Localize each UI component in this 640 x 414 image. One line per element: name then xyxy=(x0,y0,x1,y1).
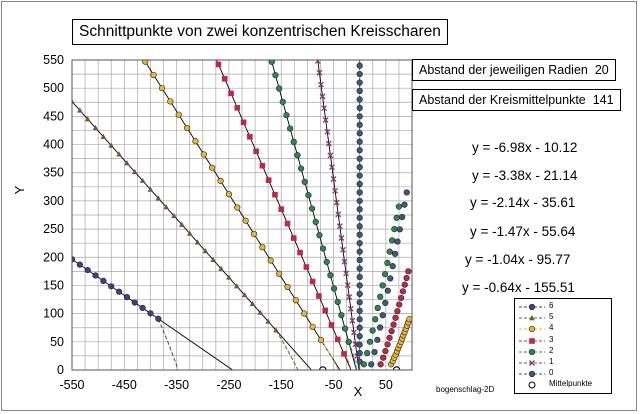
chart-legend xyxy=(514,298,612,394)
credit-label: bogenschlag-2D xyxy=(436,385,495,394)
series-0-point xyxy=(357,97,363,103)
series-0-point xyxy=(357,173,363,179)
mirror-series-1-point xyxy=(367,339,373,345)
series-2-point xyxy=(313,219,319,225)
mirror-series-2-point xyxy=(392,251,398,257)
mirror-series-2-point xyxy=(368,362,374,368)
y-tick-label: 250 xyxy=(43,222,64,237)
mirror-series-3-point xyxy=(398,295,404,301)
series-2-point xyxy=(298,166,304,172)
mirror-series-1-point xyxy=(396,204,402,210)
mirror-series-1-point xyxy=(364,350,370,356)
legend-label: Mittelpunkte xyxy=(549,379,593,389)
series-4-point xyxy=(285,284,291,290)
center-info-box xyxy=(412,89,621,111)
mirror-series-2-point xyxy=(372,349,378,355)
mirror-series-1-point xyxy=(372,316,378,322)
mirror-series-3-point xyxy=(389,328,395,334)
series-2-point xyxy=(320,246,326,252)
legend-entry-4 xyxy=(515,336,611,346)
legend-label: 4 xyxy=(549,323,554,333)
series-4-point xyxy=(301,311,307,317)
legend-label: 6 xyxy=(549,301,554,310)
series-3-point xyxy=(329,323,334,328)
legend-entry-5 xyxy=(515,347,611,357)
series-0-point xyxy=(357,257,363,263)
mirror-series-3-point xyxy=(387,335,393,341)
y-tick-label: 0 xyxy=(57,363,64,377)
legend-label: 5 xyxy=(549,312,554,322)
series-6-point xyxy=(156,316,162,322)
y-tick-label: 350 xyxy=(43,165,64,180)
legend-swatch xyxy=(517,358,547,368)
series-2-point xyxy=(346,339,352,345)
series-4-point xyxy=(234,205,240,211)
legend-swatch xyxy=(517,324,547,334)
series-0-point xyxy=(357,181,363,187)
series-2-point xyxy=(287,126,293,132)
series-3-point xyxy=(222,77,227,82)
series-4-point xyxy=(159,85,165,91)
series-4-point xyxy=(151,72,157,78)
series-0-point xyxy=(357,232,363,238)
radius-label: Abstand der jeweiligen Radien xyxy=(419,63,588,77)
series-3-point xyxy=(266,178,271,183)
series-0-point xyxy=(357,342,363,348)
series-4-point xyxy=(318,337,324,343)
x-tick-label: -550 xyxy=(59,378,85,392)
y-tick-label: 400 xyxy=(43,137,64,152)
series-0-point xyxy=(357,266,363,272)
series-6-point xyxy=(124,294,130,300)
legend-swatch xyxy=(517,313,547,323)
radius-info-box xyxy=(412,59,616,81)
series-2-point xyxy=(273,72,279,78)
mirror-series-2-point xyxy=(404,190,410,196)
series-6-point xyxy=(93,273,99,279)
series-0-point xyxy=(357,164,363,170)
legend-label: 2 xyxy=(549,345,554,355)
legend-marker xyxy=(529,304,535,310)
mirror-series-3-point xyxy=(396,302,402,308)
equation-2: y = -3.38x - 21.14 xyxy=(472,168,578,183)
series-2-point xyxy=(276,86,282,92)
series-6-tail xyxy=(158,319,178,370)
mirror-series-3-point xyxy=(393,315,399,321)
legend-label: 1 xyxy=(549,357,554,366)
mirror-series-1-point xyxy=(375,305,381,311)
x-tick-label: -250 xyxy=(216,378,242,392)
series-0-point xyxy=(357,274,363,280)
mirror-series-2-point xyxy=(402,202,408,208)
series-6-point xyxy=(85,267,91,273)
series-0-point xyxy=(357,300,363,306)
mirror-series-2-point xyxy=(380,312,386,318)
series-0-point xyxy=(357,198,363,204)
mirror-series-1-point xyxy=(370,328,376,334)
series-2-point xyxy=(335,299,341,305)
series-0-point xyxy=(357,147,363,153)
mirror-series-1-point xyxy=(380,283,386,289)
mirror-series-1-point xyxy=(387,249,393,255)
mirror-series-3-point xyxy=(406,269,412,275)
mirror-series-1-point xyxy=(392,226,398,232)
legend-marker xyxy=(529,327,535,333)
mirror-series-2-point xyxy=(387,276,393,282)
x-tick-label: -50 xyxy=(324,378,343,392)
mirror-series-3-point xyxy=(383,348,389,354)
series-6-point xyxy=(132,300,138,306)
series-2-point xyxy=(302,179,308,185)
series-6-point xyxy=(148,311,154,317)
center-label: Abstand der Kreismittelpunkte xyxy=(419,93,586,107)
series-4-point xyxy=(268,258,274,264)
series-0-point xyxy=(357,350,363,356)
mirror-series-3-point xyxy=(402,282,408,288)
y-axis-label: Y xyxy=(12,185,27,195)
series-3-point xyxy=(248,134,253,139)
series-3-point xyxy=(273,192,278,197)
equation-1: y = -6.98x - 10.12 xyxy=(472,140,578,155)
series-0-point xyxy=(357,122,363,128)
chart-title: Schnittpunkte von zwei konzentrischen Kreisscharen xyxy=(72,19,448,45)
legend-center-marker xyxy=(529,382,535,388)
series-0-point xyxy=(357,130,363,136)
y-tick-label: 150 xyxy=(43,278,64,293)
series-3-point xyxy=(216,62,221,67)
series-4-point xyxy=(226,191,232,197)
series-6-point xyxy=(101,278,107,284)
mirror-series-3-point xyxy=(391,322,397,328)
legend-marker xyxy=(529,371,535,377)
legend-entry-3 xyxy=(515,324,611,334)
series-2-point xyxy=(342,326,348,332)
series-4-point xyxy=(201,152,207,158)
series-3-point xyxy=(335,337,340,342)
legend-label: 0 xyxy=(549,368,554,378)
legend-entry-8 xyxy=(515,380,611,390)
series-3-point xyxy=(323,308,328,313)
series-4-point xyxy=(293,297,299,303)
series-4-point xyxy=(209,165,215,171)
series-6-point xyxy=(108,284,114,290)
series-0-point xyxy=(357,63,363,69)
equation-6: y = -0.64x - 155.51 xyxy=(462,280,575,295)
legend-entry-2 xyxy=(515,313,611,323)
series-0-point xyxy=(357,249,363,255)
chart-frame xyxy=(1,1,637,411)
series-4-point xyxy=(310,324,316,330)
series-4-point xyxy=(218,178,224,184)
series-6-point xyxy=(116,289,122,295)
radius-value: 20 xyxy=(594,63,609,77)
legend-swatch xyxy=(517,302,547,312)
equation-5: y = -1.04x - 95.77 xyxy=(465,252,571,267)
series-5-tail xyxy=(276,330,298,370)
legend-swatch xyxy=(517,336,547,346)
equation-3: y = -2.14x - 35.61 xyxy=(470,195,576,210)
series-0-point xyxy=(357,333,363,339)
series-0-point xyxy=(357,71,363,77)
series-2-point xyxy=(280,99,286,105)
legend-swatch xyxy=(517,369,547,379)
mirror-series-1-point xyxy=(377,294,383,300)
mirror-series-3-point xyxy=(380,355,386,361)
series-4-point xyxy=(184,125,190,131)
mirror-series-2-point xyxy=(397,226,403,232)
series-2-point xyxy=(295,152,301,158)
series-4-point xyxy=(276,271,282,277)
series-0-point xyxy=(357,215,363,221)
series-0-point xyxy=(357,207,363,213)
legend-label: 3 xyxy=(549,334,554,344)
series-3-point xyxy=(279,207,284,212)
y-tick-label: 200 xyxy=(43,250,64,265)
mirror-series-3-point xyxy=(400,288,406,294)
x-tick-label: -350 xyxy=(164,378,190,392)
series-2-point xyxy=(317,232,323,238)
legend-entry-6 xyxy=(515,358,611,368)
mirror-series-3-point xyxy=(395,308,401,314)
series-0-point xyxy=(357,316,363,322)
series-2-point xyxy=(306,192,312,198)
series-4-point xyxy=(176,112,182,118)
series-3-point xyxy=(260,163,265,168)
legend-marker xyxy=(529,349,535,355)
series-2-point xyxy=(328,272,334,278)
series-4-point xyxy=(193,138,199,144)
legend-entry-7 xyxy=(515,369,611,379)
x-tick-label: -150 xyxy=(268,378,294,392)
series-6-point xyxy=(140,305,146,311)
series-4-point xyxy=(260,244,266,250)
y-tick-label: 550 xyxy=(43,53,64,67)
series-0-point xyxy=(357,325,363,331)
mirror-series-2-point xyxy=(377,325,383,331)
mirror-series-2-point xyxy=(395,239,401,245)
series-0-point xyxy=(357,291,363,297)
series-4-point xyxy=(251,231,257,237)
mirror-series-1-point xyxy=(394,215,400,221)
series-6-point xyxy=(77,262,83,268)
series-2-point xyxy=(339,312,345,318)
series-3-point xyxy=(254,149,259,154)
mirror-series-3-point xyxy=(404,275,410,281)
mirror-series-1-point xyxy=(382,271,388,277)
series-0-point xyxy=(357,105,363,111)
mirror-series-4-point xyxy=(407,316,413,322)
y-tick-label: 50 xyxy=(50,334,64,349)
y-tick-label: 500 xyxy=(43,81,64,96)
mirror-series-2-point xyxy=(390,263,396,269)
series-0-point xyxy=(357,308,363,314)
center-value: 141 xyxy=(592,93,614,107)
series-4-point xyxy=(243,218,249,224)
series-2-point xyxy=(291,139,297,145)
y-tick-label: 450 xyxy=(43,109,64,124)
series-2-point xyxy=(324,259,330,265)
y-tick-label: 100 xyxy=(43,306,64,321)
mirror-series-1-point xyxy=(389,238,395,244)
legend-marker xyxy=(530,338,535,343)
series-0-point xyxy=(357,139,363,145)
series-0-point xyxy=(357,80,363,86)
mirror-series-2-point xyxy=(385,288,391,294)
series-4-point xyxy=(168,99,174,105)
mirror-series-1-point xyxy=(385,260,391,266)
series-0-point xyxy=(357,156,363,162)
series-2-point xyxy=(309,206,315,212)
series-0-point xyxy=(357,283,363,289)
series-3-point xyxy=(304,265,309,270)
series-0-point xyxy=(357,240,363,246)
series-0-point xyxy=(357,190,363,196)
mirror-series-2-point xyxy=(399,214,405,220)
series-3-point xyxy=(235,106,240,111)
series-2-point xyxy=(284,112,290,118)
legend-entry-1 xyxy=(515,302,611,312)
series-3-point xyxy=(298,250,303,255)
series-3-point xyxy=(317,294,322,299)
mirror-series-3-point xyxy=(385,342,391,348)
x-tick-label: 50 xyxy=(378,378,393,392)
series-3-point xyxy=(310,279,315,284)
mirror-series-1-point xyxy=(361,362,367,368)
x-axis-label: X xyxy=(353,384,363,399)
y-tick-label: 300 xyxy=(43,193,64,208)
mirror-series-2-point xyxy=(382,300,388,306)
legend-swatch xyxy=(517,380,547,390)
equation-4: y = -1.47x - 55.64 xyxy=(470,224,576,239)
series-3-point xyxy=(291,236,296,241)
series-3-point xyxy=(229,91,234,96)
x-tick-label: -450 xyxy=(111,378,137,392)
series-3-point xyxy=(241,120,246,125)
mirror-series-2-point xyxy=(375,337,381,343)
mirror-series-3-point xyxy=(378,362,384,368)
legend-swatch xyxy=(517,347,547,357)
series-2-point xyxy=(331,286,337,292)
series-3-point xyxy=(342,352,347,357)
series-0-point xyxy=(357,114,363,120)
series-0-point xyxy=(357,223,363,229)
series-3-point xyxy=(285,221,290,226)
series-0-point xyxy=(357,88,363,94)
